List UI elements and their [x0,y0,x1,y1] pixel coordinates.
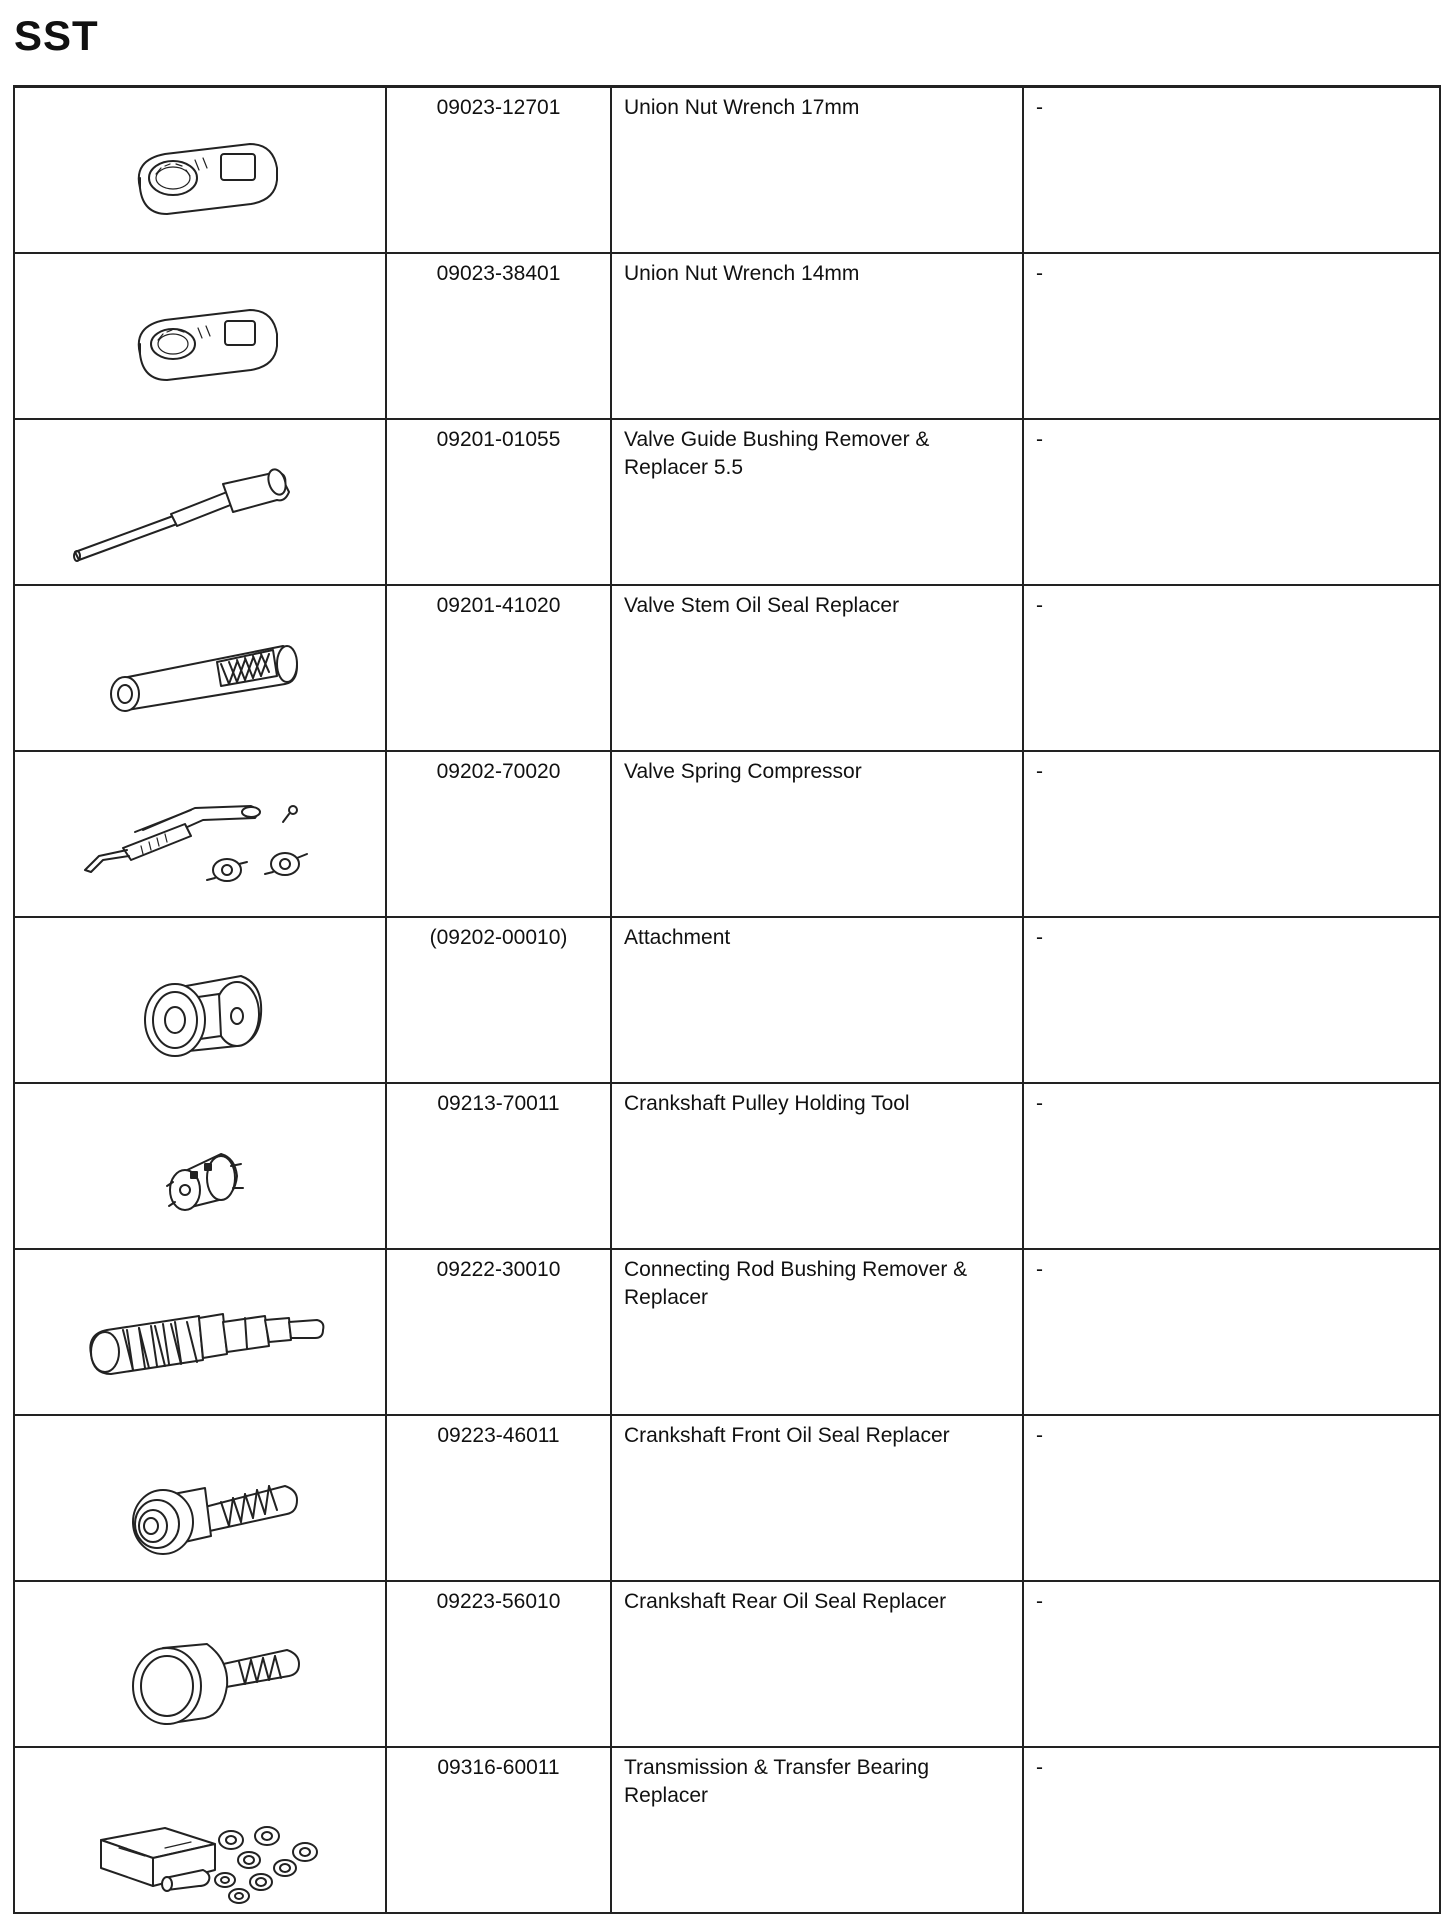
tool-image-cell [14,253,386,419]
part-number: 09223-46011 [386,1415,611,1581]
tool-image-cell [14,1249,386,1415]
table-row [14,917,1440,1083]
part-number: 09202-70020 [386,751,611,917]
tool-image-cell [14,751,386,917]
tool-name: Crankshaft Rear Oil Seal Replacer [611,1581,1023,1747]
connecting-rod-bushing-tool-icon [15,1250,385,1408]
tool-name: Crankshaft Front Oil Seal Replacer [611,1415,1023,1581]
tool-note: - [1023,917,1440,1083]
tool-image-cell [14,917,386,1083]
tool-note: - [1023,1415,1440,1581]
part-number: 09213-70011 [386,1083,611,1249]
tool-note: - [1023,1747,1440,1913]
tool-name: Connecting Rod Bushing Remover & Replacer [611,1249,1023,1415]
tool-image-cell [14,87,386,254]
tool-image-cell [14,419,386,585]
tool-name: Valve Spring Compressor [611,751,1023,917]
crankshaft-pulley-holding-tool-icon [15,1084,385,1242]
part-number: (09202-00010) [386,917,611,1083]
tool-name: Transmission & Transfer Bearing Replacer [611,1747,1023,1913]
valve-guide-bushing-tool-icon [15,420,385,578]
tool-name: Union Nut Wrench 17mm [611,87,1023,254]
table-row [14,1083,1440,1249]
table-row [14,87,1440,254]
table-row [14,1747,1440,1913]
part-number: 09222-30010 [386,1249,611,1415]
tool-image-cell [14,1083,386,1249]
table-row [14,253,1440,419]
tool-note: - [1023,253,1440,419]
page-title: SST [14,12,99,59]
attachment-icon [15,918,385,1076]
part-number: 09023-38401 [386,253,611,419]
sst-table [13,85,1441,1914]
tool-name: Union Nut Wrench 14mm [611,253,1023,419]
tool-name: Attachment [611,917,1023,1083]
tool-note: - [1023,751,1440,917]
bearing-replacer-set-icon [15,1748,385,1906]
valve-stem-oil-seal-replacer-icon [15,586,385,744]
tool-note: - [1023,585,1440,751]
tool-note: - [1023,1581,1440,1747]
table-row [14,585,1440,751]
tool-name: Valve Guide Bushing Remover & Replacer 5.5 [611,419,1023,585]
table-row [14,1249,1440,1415]
table-row [14,1581,1440,1747]
part-number: 09201-01055 [386,419,611,585]
table-row [14,1415,1440,1581]
union-nut-wrench-14mm-icon [15,254,385,412]
part-number: 09316-60011 [386,1747,611,1913]
table-row [14,751,1440,917]
tool-note: - [1023,419,1440,585]
tool-image-cell [14,1415,386,1581]
crankshaft-rear-oil-seal-replacer-icon [15,1582,385,1740]
part-number: 09201-41020 [386,585,611,751]
tool-name: Crankshaft Pulley Holding Tool [611,1083,1023,1249]
tool-image-cell [14,585,386,751]
valve-spring-compressor-icon [15,752,385,910]
part-number: 09023-12701 [386,87,611,254]
tool-image-cell [14,1581,386,1747]
crankshaft-front-oil-seal-replacer-icon [15,1416,385,1574]
tool-note: - [1023,87,1440,254]
tool-name: Valve Stem Oil Seal Replacer [611,585,1023,751]
tool-image-cell [14,1747,386,1913]
tool-note: - [1023,1083,1440,1249]
union-nut-wrench-17mm-icon [15,88,385,246]
part-number: 09223-56010 [386,1581,611,1747]
tool-note: - [1023,1249,1440,1415]
table-row [14,419,1440,585]
